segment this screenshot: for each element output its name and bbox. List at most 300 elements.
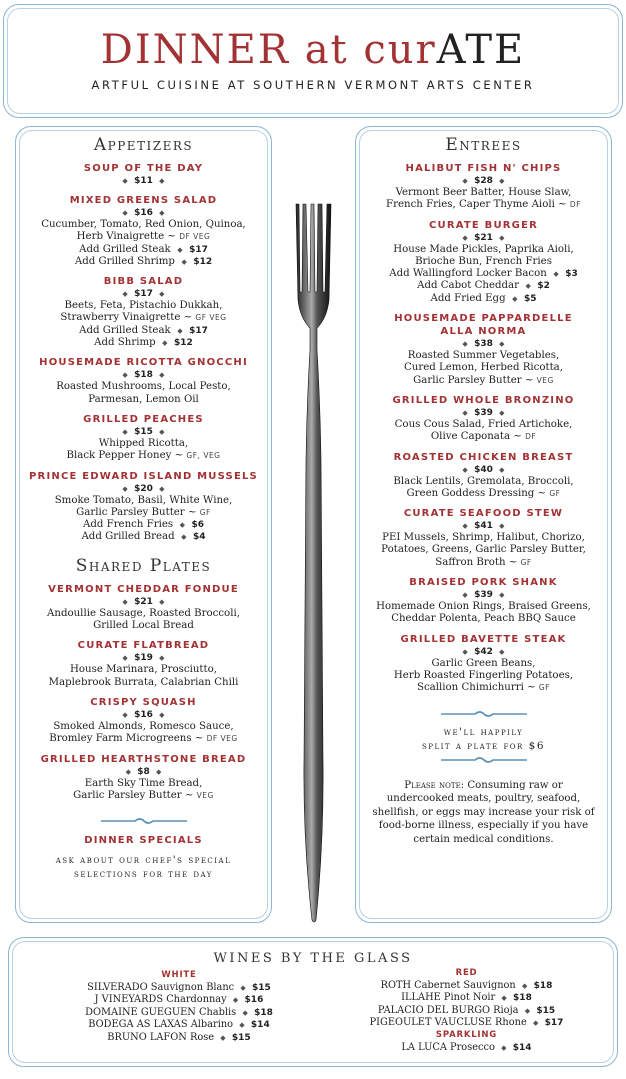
item-price: $39: [474, 590, 493, 601]
description-line: Garlic Parsley Butter ~: [73, 789, 197, 801]
note-line: food-borne illness, especially if you have: [378, 820, 589, 832]
wine-row: [344, 1042, 589, 1055]
description-line: Black Lentils, Gremolata, Broccoli,: [393, 475, 574, 487]
diamond-separator-icon: ◆: [122, 427, 128, 436]
wine-price: $18: [533, 980, 553, 991]
add-on-label: Add Fried Egg: [430, 292, 506, 304]
section-heading-appetizers: Appetizers: [93, 135, 194, 155]
item-description: [16, 778, 271, 790]
description-line: Parmesan, Lemon Oil: [88, 393, 199, 405]
item-price-row: [356, 175, 611, 187]
wine-label: BODEGA AS LAXAS Albarino: [88, 1019, 234, 1031]
item-description: [356, 187, 611, 199]
item-description: [16, 608, 271, 620]
diamond-separator-icon: ◆: [220, 1033, 226, 1042]
diamond-separator-icon: ◆: [159, 177, 165, 185]
item-price-row: [356, 407, 611, 419]
add-on-row: [356, 268, 611, 280]
diamond-separator-icon: ◆: [521, 981, 528, 990]
diamond-separator-icon: ◆: [242, 1008, 248, 1017]
item-name: PRINCE EDWARD ISLAND MUSSELS: [29, 470, 258, 482]
dietary-tag: GF: [549, 488, 561, 498]
menu-item: [16, 413, 271, 463]
diamond-separator-icon: ◆: [499, 340, 505, 349]
add-on-row: [16, 244, 271, 256]
diamond-separator-icon: ◆: [499, 591, 505, 600]
diamond-separator-icon: ◆: [462, 177, 468, 185]
item-price-row: [16, 652, 271, 664]
description-line: Saffron Broth ~: [435, 556, 521, 568]
item-name: ROASTED CHICKEN BREAST: [393, 451, 574, 463]
add-on-label: Add Cabot Cheddar: [417, 280, 519, 292]
wave-divider: [439, 709, 529, 719]
item-price-row: [16, 596, 271, 608]
item-price: $17: [134, 289, 153, 300]
add-on-label: Add Grilled Steak: [79, 324, 171, 336]
dietary-tag: GF: [520, 557, 532, 567]
diamond-separator-icon: ◆: [177, 245, 183, 254]
description-line: Earth Sky Time Bread,: [84, 777, 203, 789]
diamond-separator-icon: ◆: [181, 257, 187, 266]
dinner-specials-title: DINNER SPECIALS: [84, 835, 203, 847]
wine-label: ROTH Cabernet Sauvignon: [380, 979, 516, 991]
add-on-row: [16, 337, 271, 349]
white-wines-list: [49, 970, 309, 1045]
wine-row: [49, 1007, 309, 1020]
diamond-separator-icon: ◆: [462, 522, 468, 531]
item-description: [356, 544, 611, 556]
item-description: [356, 613, 611, 625]
item-description: [16, 231, 271, 243]
description-line: Cous Cous Salad, Fried Artichoke,: [394, 418, 573, 430]
item-description: [356, 244, 611, 256]
description-line: Beets, Feta, Pistachio Dukkah,: [64, 300, 223, 312]
item-description: [16, 733, 271, 745]
menu-item: [16, 162, 271, 187]
menu-item: [16, 275, 271, 349]
item-description: [356, 419, 611, 431]
item-name: GRILLED PEACHES: [83, 413, 204, 425]
diamond-separator-icon: ◆: [179, 521, 185, 530]
item-price: $20: [134, 483, 153, 494]
split-line: split a plate for $6: [421, 739, 546, 752]
menu-item: [356, 312, 611, 387]
item-price-row: [356, 646, 611, 658]
menu-item: [16, 194, 271, 268]
dietary-tag: GF VEG: [195, 313, 227, 323]
diamond-separator-icon: ◆: [501, 994, 507, 1003]
add-on-label: Add Grilled Steak: [79, 243, 171, 255]
diamond-separator-icon: ◆: [122, 371, 128, 380]
health-note: [356, 779, 611, 847]
diamond-separator-icon: ◆: [122, 484, 128, 493]
dietary-tag: DF VEG: [206, 734, 238, 744]
item-name: VERMONT CHEDDAR FONDUE: [48, 583, 239, 595]
description-line: Whipped Ricotta,: [98, 437, 189, 449]
wine-price: $14: [250, 1020, 270, 1031]
wine-row: [344, 1005, 589, 1018]
add-on-label: Add Grilled Bread: [81, 531, 175, 543]
item-description: [356, 350, 611, 362]
item-description: [356, 682, 611, 694]
diamond-separator-icon: ◆: [122, 710, 128, 719]
item-price-row: [16, 426, 271, 438]
wine-price: $15: [252, 982, 271, 993]
wine-price: $17: [544, 1018, 564, 1029]
description-line: French Fries, Caper Thyme Aioli ~: [386, 199, 570, 211]
item-name: BRAISED PORK SHANK: [409, 577, 558, 589]
wine-price: $18: [254, 1007, 273, 1018]
dietary-tag: DF: [569, 200, 581, 210]
header-frame: [3, 4, 623, 118]
add-on-price: $17: [189, 325, 208, 336]
wine-price: $18: [513, 993, 532, 1004]
item-description: [356, 476, 611, 488]
diamond-separator-icon: ◆: [125, 767, 131, 776]
item-description: [16, 300, 271, 312]
description-line: Maplebrook Burrata, Calabrian Chili: [48, 676, 239, 688]
item-price: $41: [474, 521, 493, 532]
item-price: $11: [134, 176, 153, 186]
diamond-separator-icon: ◆: [159, 209, 165, 217]
wave-divider: [439, 755, 529, 765]
item-price-row: [16, 766, 271, 778]
add-on-price: $3: [565, 269, 578, 280]
description-line: Roasted Mushrooms, Local Pesto,: [56, 381, 231, 393]
description-line: Vermont Beer Batter, House Slaw,: [395, 187, 572, 198]
item-name: HALIBUT FISH N' CHIPS: [405, 163, 562, 174]
diamond-separator-icon: ◆: [462, 340, 468, 349]
item-description: [16, 394, 271, 406]
item-description: [356, 658, 611, 670]
diamond-separator-icon: ◆: [499, 233, 505, 242]
diamond-separator-icon: ◆: [240, 983, 246, 992]
appetizers-frame: [15, 126, 272, 923]
description-line: Cheddar Polenta, Peach BBQ Sauce: [391, 613, 576, 625]
diamond-separator-icon: ◆: [159, 290, 165, 299]
specials-line: ask about our chef's special: [55, 854, 232, 867]
diamond-separator-icon: ◆: [499, 522, 505, 531]
wine-label: DOMAINE GUEGUEN Chablis: [85, 1006, 237, 1018]
item-name: GRILLED HEARTHSTONE BREAD: [40, 753, 247, 765]
item-price-row: [16, 709, 271, 721]
description-line: Herb Roasted Fingerling Potatoes,: [393, 669, 574, 681]
dietary-tag: DF: [525, 432, 537, 442]
add-on-price: $2: [537, 281, 550, 292]
item-price: $21: [134, 596, 153, 607]
dietary-tag: VEG: [196, 790, 214, 800]
item-description: [16, 312, 271, 324]
item-price-row: [356, 520, 611, 532]
note-line: shellfish, or eggs may increase your risk of: [372, 806, 595, 818]
diamond-separator-icon: ◆: [159, 710, 165, 719]
item-description: [16, 438, 271, 450]
description-line: Garlic Green Beans,: [431, 657, 536, 669]
diamond-separator-icon: ◆: [462, 233, 468, 242]
dietary-tag: GF: [199, 507, 211, 517]
wine-row: [49, 1019, 309, 1032]
item-description: [16, 507, 271, 519]
dietary-tag: DF VEG: [179, 232, 211, 242]
item-name: GRILLED WHOLE BRONZINO: [392, 394, 575, 406]
red-heading: RED: [455, 968, 478, 978]
diamond-separator-icon: ◆: [501, 1043, 507, 1052]
menu-item: [16, 470, 271, 544]
item-description: [16, 721, 271, 733]
add-on-label: Add Grilled Shrimp: [74, 255, 175, 267]
item-description: [356, 488, 611, 500]
description-line: Potatoes, Greens, Garlic Parsley Butter,: [381, 544, 586, 556]
description-line: House Marinara, Prosciutto,: [70, 664, 217, 676]
diamond-separator-icon: ◆: [159, 427, 165, 436]
note-line: undercooked meats, poultry, seafood,: [386, 793, 581, 805]
diamond-separator-icon: ◆: [462, 408, 468, 417]
title-black-part: ATE: [436, 27, 526, 73]
item-price: $38: [474, 339, 493, 350]
item-price-row: [356, 589, 611, 601]
appetizers-column: [16, 135, 271, 881]
add-on-price: $12: [193, 256, 213, 267]
diamond-separator-icon: ◆: [122, 654, 128, 663]
item-description: [16, 790, 271, 802]
item-name: BIBB SALAD: [103, 276, 184, 288]
wine-row: [49, 982, 309, 995]
item-price: $28: [474, 176, 493, 186]
add-on-row: [356, 293, 611, 305]
item-price-row: [16, 207, 271, 219]
description-line: Brioche Bun, French Fries: [415, 255, 552, 267]
wine-row: [49, 1032, 309, 1045]
item-description: [16, 664, 271, 676]
item-name: HOUSEMADE PAPPARDELLE: [394, 313, 573, 325]
item-price: $15: [134, 426, 153, 437]
diamond-separator-icon: ◆: [462, 591, 468, 600]
item-description: [356, 256, 611, 268]
page-title: [4, 27, 622, 73]
item-price-row: [16, 483, 271, 495]
diamond-separator-icon: ◆: [553, 270, 559, 279]
wine-label: PALACIO DEL BURGO Rioja: [377, 1004, 519, 1016]
menu-item: [356, 219, 611, 305]
item-description: [356, 557, 611, 569]
item-description: [356, 670, 611, 682]
note-lead: Please note:: [404, 779, 465, 791]
white-heading: WHITE: [161, 970, 197, 980]
item-description: [16, 219, 271, 231]
sparkling-heading: SPARKLING: [435, 1029, 498, 1040]
note-text: Consuming raw or: [464, 779, 563, 791]
add-on-price: $6: [191, 520, 205, 531]
diamond-separator-icon: ◆: [122, 597, 128, 606]
add-on-label: Add Shrimp: [94, 337, 156, 349]
item-price: $21: [474, 232, 493, 243]
diamond-separator-icon: ◆: [499, 647, 505, 656]
diamond-separator-icon: ◆: [159, 597, 165, 606]
item-name: CRISPY SQUASH: [90, 696, 197, 708]
dietary-tag: GF, VEG: [186, 451, 221, 461]
diamond-separator-icon: ◆: [122, 209, 128, 217]
item-price: $19: [134, 653, 153, 664]
item-description: [356, 199, 611, 211]
diamond-separator-icon: ◆: [156, 767, 162, 776]
wine-label: PIGEOULET VAUCLUSE Rhone: [369, 1017, 527, 1029]
diamond-separator-icon: ◆: [524, 1006, 531, 1015]
wave-divider: [99, 816, 189, 826]
description-line: Black Pepper Honey ~: [66, 450, 187, 462]
diamond-separator-icon: ◆: [122, 177, 128, 185]
wine-price: $16: [244, 995, 264, 1006]
item-price: $39: [474, 407, 493, 418]
item-price-row: [16, 175, 271, 187]
description-line: Grilled Local Bread: [93, 620, 194, 632]
diamond-separator-icon: ◆: [177, 326, 183, 335]
item-name: CURATE FLATBREAD: [77, 640, 210, 652]
dietary-tag: GF: [538, 683, 550, 693]
diamond-separator-icon: ◆: [499, 408, 505, 417]
description-line: Bromley Farm Microgreens ~: [49, 733, 207, 745]
wine-price: $14: [512, 1042, 532, 1053]
menu-item: [16, 356, 271, 406]
add-on-label: Add Wallingford Locker Bacon: [389, 268, 547, 280]
item-price: $42: [474, 646, 493, 657]
diamond-separator-icon: ◆: [181, 533, 187, 542]
wine-row: [49, 994, 309, 1007]
description-line: House Made Pickles, Paprika Aioli,: [393, 243, 574, 255]
item-price: $16: [134, 208, 153, 218]
wine-row: [344, 980, 589, 993]
item-description: [16, 620, 271, 632]
menu-item: [356, 576, 611, 626]
item-name: MIXED GREENS SALAD: [69, 195, 218, 206]
menu-item: [16, 696, 271, 746]
red-wines-list: [344, 968, 589, 1054]
wines-heading: WINES BY THE GLASS: [213, 951, 413, 966]
menu-item: [356, 507, 611, 569]
dietary-tag: VEG: [536, 375, 554, 385]
dinner-specials-text: [16, 853, 271, 881]
diamond-separator-icon: ◆: [232, 996, 239, 1005]
item-description: [356, 431, 611, 443]
description-line: Scallion Chimichurri ~: [417, 682, 539, 694]
item-name: GRILLED BAVETTE STEAK: [400, 633, 567, 645]
diamond-separator-icon: ◆: [532, 1019, 539, 1028]
add-on-price: $17: [189, 244, 208, 255]
description-line: Olive Caponata ~: [430, 431, 526, 443]
item-price-row: [16, 288, 271, 300]
description-line: Herb Vinaigrette ~: [76, 231, 180, 243]
add-on-row: [16, 531, 271, 543]
wine-label: BRUNO LAFON Rose: [107, 1031, 215, 1043]
menu-item: [16, 639, 271, 689]
description-line: Cured Lemon, Herbed Ricotta,: [403, 362, 563, 374]
item-price: $18: [134, 370, 153, 381]
wine-label: ILLAHE Pinot Noir: [401, 992, 496, 1004]
item-price-row: [16, 369, 271, 381]
item-price: $8: [137, 766, 150, 777]
diamond-separator-icon: ◆: [512, 294, 518, 303]
add-on-price: $12: [174, 338, 193, 349]
add-on-row: [16, 325, 271, 337]
menu-item: [356, 451, 611, 501]
add-on-row: [16, 519, 271, 531]
menu-item: [16, 583, 271, 633]
note-line: certain medical conditions.: [413, 833, 554, 845]
entrees-frame: [355, 126, 612, 923]
menu-item: [16, 753, 271, 803]
diamond-separator-icon: ◆: [499, 465, 505, 474]
add-on-row: [16, 256, 271, 268]
item-name: SOUP OF THE DAY: [83, 163, 204, 174]
diamond-separator-icon: ◆: [162, 339, 168, 348]
diamond-separator-icon: ◆: [159, 654, 165, 663]
item-description: [16, 677, 271, 689]
item-description: [356, 375, 611, 387]
item-name: CURATE BURGER: [428, 219, 539, 231]
title-red-part: DINNER at cur: [100, 27, 437, 73]
item-name: CURATE SEAFOOD STEW: [403, 508, 564, 520]
section-heading-entrees: Entrees: [445, 135, 522, 155]
diamond-separator-icon: ◆: [462, 465, 468, 474]
description-line: Garlic Parsley Butter ~: [76, 506, 200, 518]
diamond-separator-icon: ◆: [462, 647, 468, 656]
item-description: [356, 532, 611, 544]
wine-label: SILVERADO Sauvignon Blanc: [87, 981, 235, 993]
wine-label: J VINEYARDS Chardonnay: [94, 994, 227, 1006]
description-line: Garlic Parsley Butter ~: [413, 374, 537, 386]
wine-row: [344, 992, 589, 1005]
menu-item: [356, 394, 611, 444]
diamond-separator-icon: ◆: [159, 484, 165, 493]
wine-label: LA LUCA Prosecco: [401, 1041, 495, 1053]
entrees-column: [356, 135, 611, 846]
description-line: Green Goddess Dressing ~: [406, 487, 550, 499]
wines-frame: [8, 937, 618, 1067]
item-price-row: [356, 338, 611, 350]
diamond-separator-icon: ◆: [122, 290, 128, 299]
description-line: Smoke Tomato, Basil, White Wine,: [54, 494, 233, 506]
description-line: Roasted Summer Vegetables,: [407, 350, 560, 362]
description-line: Andoullie Sausage, Roasted Broccoli,: [47, 607, 240, 619]
subtitle: ARTFUL CUISINE AT SOUTHERN VERMONT ARTS CENTER: [91, 78, 535, 92]
wine-price: $15: [536, 1005, 556, 1016]
description-line: PEI Mussels, Shrimp, Halibut, Chorizo,: [382, 532, 585, 544]
wine-price: $15: [231, 1032, 251, 1043]
add-on-price: $5: [523, 293, 537, 304]
note-line-0: [356, 779, 611, 793]
split-plate-text: [356, 725, 611, 753]
item-price-row: [356, 464, 611, 476]
item-description: [16, 495, 271, 507]
specials-line: selections for the day: [74, 868, 213, 881]
add-on-price: $4: [193, 532, 206, 543]
item-description: [356, 362, 611, 374]
split-line: we'll happily: [443, 725, 524, 738]
item-name: HOUSEMADE RICOTTA GNOCCHI: [39, 357, 248, 369]
description-line: Smoked Almonds, Romesco Sauce,: [53, 720, 234, 732]
fork-illustration: [288, 200, 338, 930]
item-price: $40: [474, 464, 493, 475]
description-line: Strawberry Vinaigrette ~: [60, 312, 196, 324]
menu-item: [356, 633, 611, 695]
item-description: [356, 601, 611, 613]
menu-item: [356, 162, 611, 212]
description-line: Homemade Onion Rings, Braised Greens,: [376, 601, 591, 613]
section-heading-shared-plates: Shared Plates: [75, 555, 212, 576]
add-on-row: [356, 280, 611, 292]
description-line: Cucumber, Tomato, Red Onion, Quinoa,: [41, 219, 246, 230]
diamond-separator-icon: ◆: [239, 1021, 245, 1030]
item-price-row: [356, 232, 611, 244]
